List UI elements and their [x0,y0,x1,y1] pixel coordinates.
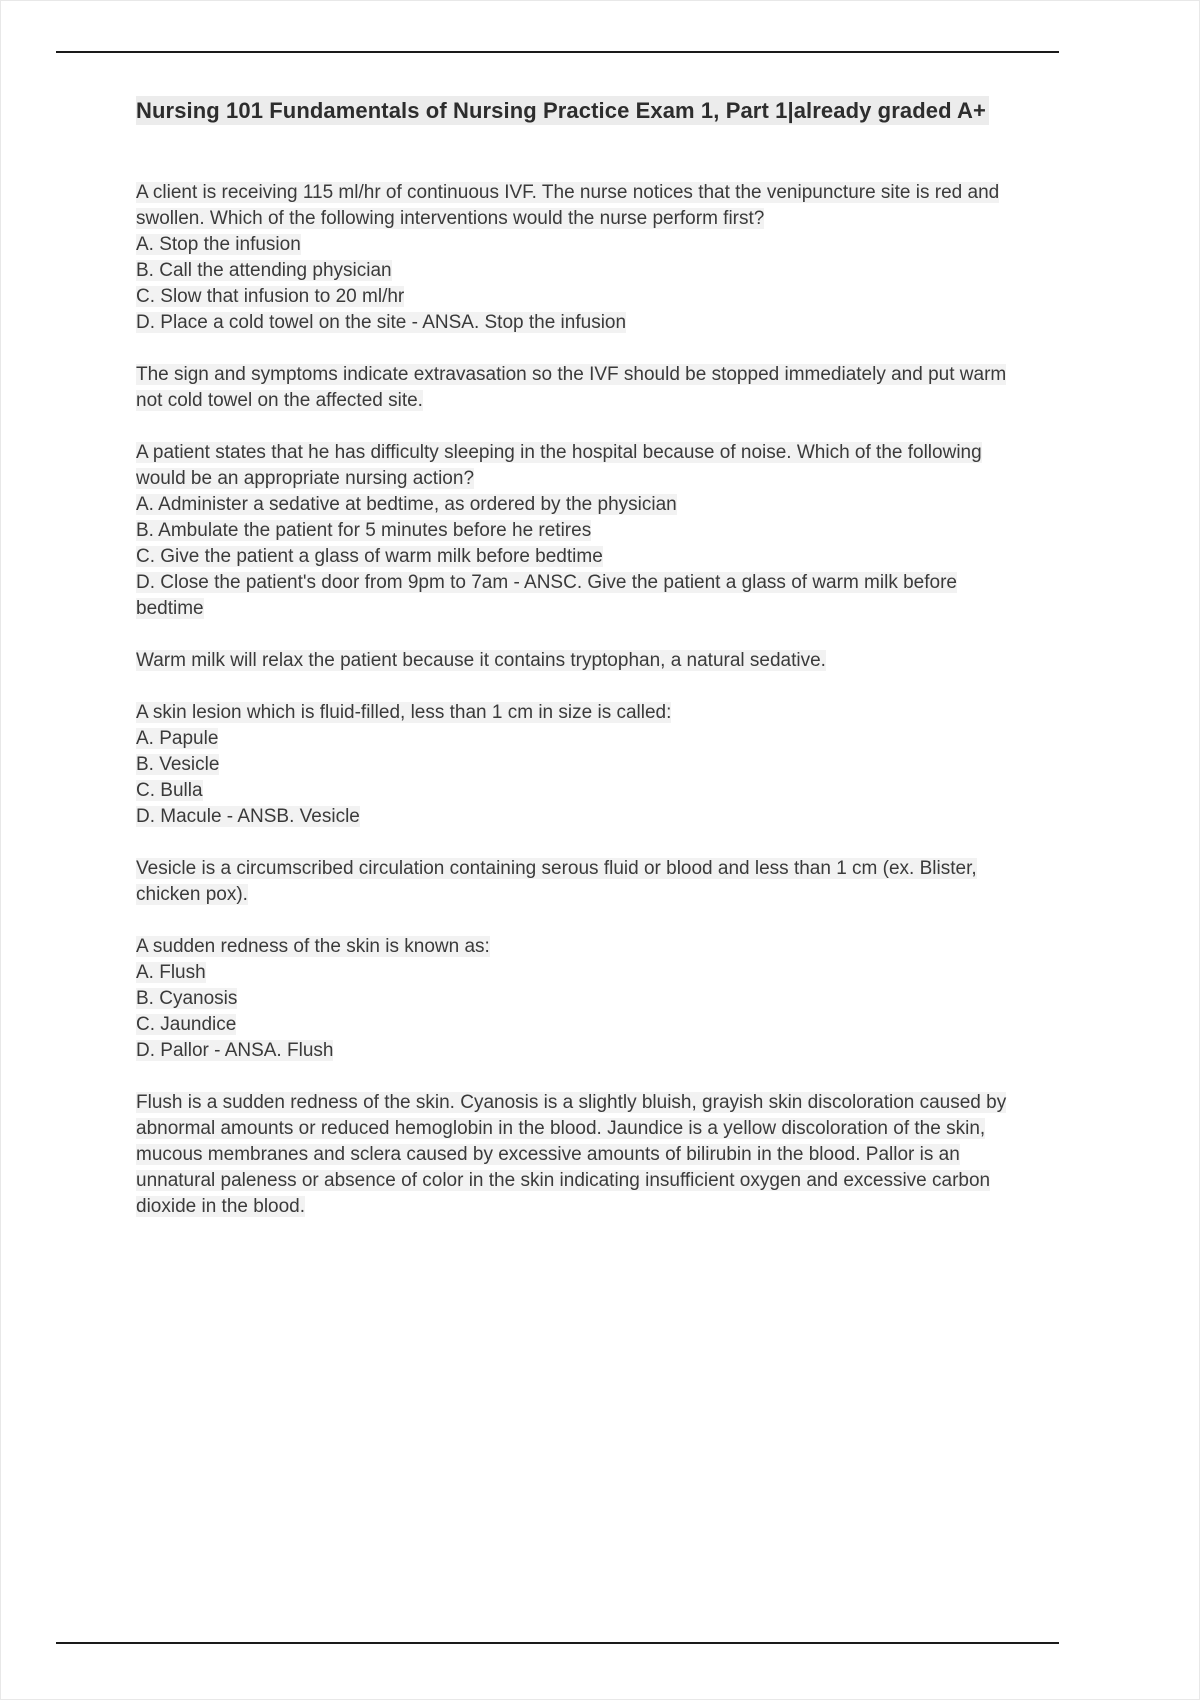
text-line [136,1090,1013,1220]
text-line [136,440,1013,492]
question-block [136,700,1013,830]
explanation-block [136,362,1013,414]
bottom-rule [56,1642,1059,1644]
explanation-block [136,648,1013,674]
document-title [136,96,1013,126]
text-line [136,284,1013,310]
text-line [136,648,1013,674]
explanation-block [136,1090,1013,1220]
text-line-content: Warm milk will relax the patient because it contains tryptophan, a natural sedative. [136,650,826,671]
question-block [136,180,1013,336]
text-line-content: B. Vesicle [136,754,220,775]
text-line-content: A skin lesion which is fluid-filled, less than 1 cm in size is called: [136,702,672,723]
document-title-text: Nursing 101 Fundamentals of Nursing Practice Exam 1, Part 1|already graded A+ [136,96,989,125]
text-line-content: The sign and symptoms indicate extravasation so the IVF should be stopped immediately and put warm not cold towel on the affected site. [136,364,1007,411]
text-line-content: A. Administer a sedative at bedtime, as ordered by the physician [136,494,677,515]
text-line-content: D. Close the patient's door from 9pm to 7am - ANSC. Give the patient a glass of warm milk before bedtime [136,572,957,619]
text-line [136,362,1013,414]
text-line [136,544,1013,570]
text-line-content: B. Cyanosis [136,988,238,1009]
text-line [136,1038,1013,1064]
text-line [136,518,1013,544]
text-line-content: D. Macule - ANSB. Vesicle [136,806,360,827]
text-line [136,258,1013,284]
text-line-content: C. Slow that infusion to 20 ml/hr [136,286,405,307]
text-line-content: A. Papule [136,728,219,749]
text-line [136,778,1013,804]
text-line [136,1012,1013,1038]
question-block [136,934,1013,1064]
document-content [136,96,1013,1246]
text-line [136,856,1013,908]
text-line-content: B. Ambulate the patient for 5 minutes before he retires [136,520,592,541]
text-line [136,726,1013,752]
text-line-content: Flush is a sudden redness of the skin. Cyanosis is a slightly bluish, grayish skin discoloration caused by abnormal amounts or reduced hemoglobin in the blood. Jaundice is a yellow discoloration of the skin, mucous membranes and sclera caused by excessive amounts of bilirubin in the blood. Pallor is an unnatural paleness or absence of color in the skin indicating insufficient oxygen and excessive carbon dioxide in the blood. [136,1092,1007,1217]
question-block [136,440,1013,622]
text-line-content: A. Flush [136,962,206,983]
text-line [136,700,1013,726]
blocks-container [136,180,1013,1220]
text-line [136,492,1013,518]
text-line [136,232,1013,258]
text-line-content: D. Pallor - ANSA. Flush [136,1040,334,1061]
text-line [136,960,1013,986]
text-line [136,986,1013,1012]
top-rule [56,51,1059,53]
text-line-content: A client is receiving 115 ml/hr of continuous IVF. The nurse notices that the venipuncture site is red and swollen. Which of the following interventions would the nurse perform first? [136,182,1000,229]
text-line-content: C. Jaundice [136,1014,237,1035]
text-line-content: A sudden redness of the skin is known as: [136,936,490,957]
text-line [136,310,1013,336]
explanation-block [136,856,1013,908]
text-line-content: B. Call the attending physician [136,260,392,281]
text-line-content: D. Place a cold towel on the site - ANSA. Stop the infusion [136,312,627,333]
text-line [136,804,1013,830]
text-line [136,752,1013,778]
text-line-content: Vesicle is a circumscribed circulation containing serous fluid or blood and less than 1 cm (ex. Blister, chicken pox). [136,858,977,905]
text-line-content: A patient states that he has difficulty sleeping in the hospital because of noise. Which of the following would be an appropriate nursing action? [136,442,982,489]
text-line [136,570,1013,622]
text-line [136,180,1013,232]
text-line [136,934,1013,960]
text-line-content: C. Give the patient a glass of warm milk before bedtime [136,546,603,567]
text-line-content: A. Stop the infusion [136,234,301,255]
text-line-content: C. Bulla [136,780,203,801]
